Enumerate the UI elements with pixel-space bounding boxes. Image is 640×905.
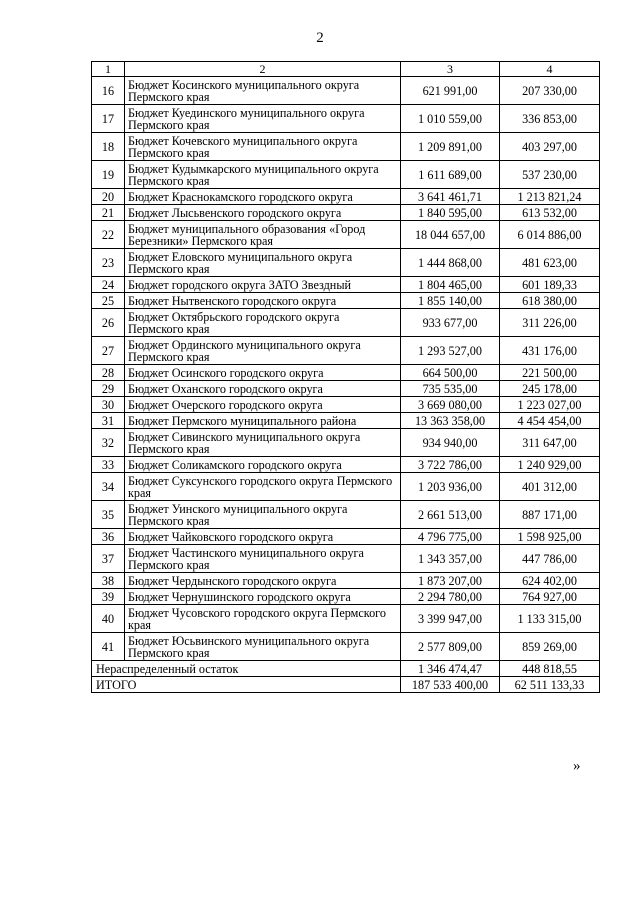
- amount-col3: 933 677,00: [401, 309, 500, 337]
- row-number: 26: [92, 309, 125, 337]
- amount-col3: 3 641 461,71: [401, 189, 500, 205]
- budget-name: Бюджет Сивинского муниципального округа Пермского края: [125, 429, 401, 457]
- amount-col3: 735 535,00: [401, 381, 500, 397]
- amount-col3: 1 343 357,00: [401, 545, 500, 573]
- amount-col4: 613 532,00: [500, 205, 600, 221]
- amount-col3: 3 669 080,00: [401, 397, 500, 413]
- amount-col4: 311 226,00: [500, 309, 600, 337]
- table-row: [92, 365, 600, 381]
- row-number: 17: [92, 105, 125, 133]
- amount-col4: 618 380,00: [500, 293, 600, 309]
- unallocated-row-amount-col3: 1 346 474,47: [401, 661, 500, 677]
- total-row: [92, 677, 600, 693]
- amount-col4: 1 133 315,00: [500, 605, 600, 633]
- budget-name: Бюджет городского округа ЗАТО Звездный: [125, 277, 401, 293]
- amount-col3: 3 722 786,00: [401, 457, 500, 473]
- table-row: [92, 545, 600, 573]
- amount-col3: 664 500,00: [401, 365, 500, 381]
- budget-name: Бюджет Частинского муниципального округа Пермского края: [125, 545, 401, 573]
- budget-name: Бюджет Чайковского городского округа: [125, 529, 401, 545]
- budget-name: Бюджет Октябрьского городского округа Пермского края: [125, 309, 401, 337]
- amount-col4: 403 297,00: [500, 133, 600, 161]
- table-row: [92, 309, 600, 337]
- amount-col4: 336 853,00: [500, 105, 600, 133]
- unallocated-row: [92, 661, 600, 677]
- row-number: 35: [92, 501, 125, 529]
- table-row: [92, 457, 600, 473]
- total-row-amount-col3: 187 533 400,00: [401, 677, 500, 693]
- amount-col3: 1 203 936,00: [401, 473, 500, 501]
- amount-col4: 1 213 821,24: [500, 189, 600, 205]
- total-row-label: ИТОГО: [92, 677, 401, 693]
- table-row: [92, 397, 600, 413]
- table-row: [92, 529, 600, 545]
- budget-name: Бюджет Кудымкарского муниципального округа Пермского края: [125, 161, 401, 189]
- budget-name: Бюджет Косинского муниципального округа Пермского края: [125, 77, 401, 105]
- amount-col4: 221 500,00: [500, 365, 600, 381]
- table-row: [92, 293, 600, 309]
- amount-col3: 1 840 595,00: [401, 205, 500, 221]
- budget-name: Бюджет Чердынского городского округа: [125, 573, 401, 589]
- row-number: 39: [92, 589, 125, 605]
- amount-col3: 2 294 780,00: [401, 589, 500, 605]
- table-row: [92, 605, 600, 633]
- row-number: 40: [92, 605, 125, 633]
- amount-col3: 1 444 868,00: [401, 249, 500, 277]
- table-row: [92, 337, 600, 365]
- budget-name: Бюджет Осинского городского округа: [125, 365, 401, 381]
- amount-col3: 2 661 513,00: [401, 501, 500, 529]
- row-number: 28: [92, 365, 125, 381]
- budget-name: Бюджет Еловского муниципального округа Пермского края: [125, 249, 401, 277]
- amount-col3: 1 293 527,00: [401, 337, 500, 365]
- row-number: 25: [92, 293, 125, 309]
- budget-name: Бюджет Соликамского городского округа: [125, 457, 401, 473]
- header-row: [92, 62, 600, 77]
- row-number: 24: [92, 277, 125, 293]
- amount-col3: 13 363 358,00: [401, 413, 500, 429]
- amount-col3: 1 010 559,00: [401, 105, 500, 133]
- amount-col3: 1 855 140,00: [401, 293, 500, 309]
- amount-col4: 311 647,00: [500, 429, 600, 457]
- budget-name: Бюджет Очерского городского округа: [125, 397, 401, 413]
- budget-name: Бюджет муниципального образования «Город Березники» Пермского края: [125, 221, 401, 249]
- amount-col4: 601 189,33: [500, 277, 600, 293]
- amount-col3: 3 399 947,00: [401, 605, 500, 633]
- amount-col4: 1 240 929,00: [500, 457, 600, 473]
- amount-col3: 1 611 689,00: [401, 161, 500, 189]
- table-row: [92, 189, 600, 205]
- amount-col3: 4 796 775,00: [401, 529, 500, 545]
- amount-col3: 621 991,00: [401, 77, 500, 105]
- budget-name: Бюджет Ординского муниципального округа Пермского края: [125, 337, 401, 365]
- table-row: [92, 633, 600, 661]
- budget-name: Бюджет Нытвенского городского округа: [125, 293, 401, 309]
- row-number: 30: [92, 397, 125, 413]
- amount-col3: 1 873 207,00: [401, 573, 500, 589]
- table-row: [92, 573, 600, 589]
- amount-col3: 18 044 657,00: [401, 221, 500, 249]
- page-number: 2: [316, 30, 324, 46]
- budget-name: Бюджет Оханского городского округа: [125, 381, 401, 397]
- row-number: 20: [92, 189, 125, 205]
- row-number: 41: [92, 633, 125, 661]
- header-cell-2: 2: [125, 62, 401, 77]
- amount-col4: 4 454 454,00: [500, 413, 600, 429]
- row-number: 23: [92, 249, 125, 277]
- budget-name: Бюджет Пермского муниципального района: [125, 413, 401, 429]
- row-number: 29: [92, 381, 125, 397]
- budget-name: Бюджет Суксунского городского округа Пермского края: [125, 473, 401, 501]
- row-number: 22: [92, 221, 125, 249]
- amount-col4: 401 312,00: [500, 473, 600, 501]
- row-number: 34: [92, 473, 125, 501]
- budget-name: Бюджет Чусовского городского округа Пермского края: [125, 605, 401, 633]
- budget-name: Бюджет Куединского муниципального округа Пермского края: [125, 105, 401, 133]
- amount-col4: 859 269,00: [500, 633, 600, 661]
- amount-col4: 887 171,00: [500, 501, 600, 529]
- unallocated-row-label: Нераспределенный остаток: [92, 661, 401, 677]
- row-number: 36: [92, 529, 125, 545]
- amount-col4: 6 014 886,00: [500, 221, 600, 249]
- unallocated-row-amount-col4: 448 818,55: [500, 661, 600, 677]
- amount-col4: 537 230,00: [500, 161, 600, 189]
- amount-col3: 934 940,00: [401, 429, 500, 457]
- amount-col4: 481 623,00: [500, 249, 600, 277]
- table-row: [92, 501, 600, 529]
- table-row: [92, 413, 600, 429]
- row-number: 18: [92, 133, 125, 161]
- table-row: [92, 249, 600, 277]
- row-number: 16: [92, 77, 125, 105]
- amount-col4: 1 223 027,00: [500, 397, 600, 413]
- amount-col3: 2 577 809,00: [401, 633, 500, 661]
- row-number: 19: [92, 161, 125, 189]
- table-row: [92, 105, 600, 133]
- table-row: [92, 161, 600, 189]
- header-cell-4: 4: [500, 62, 600, 77]
- amount-col4: 1 598 925,00: [500, 529, 600, 545]
- row-number: 33: [92, 457, 125, 473]
- table-row: [92, 589, 600, 605]
- table-row: [92, 381, 600, 397]
- table-row: [92, 429, 600, 457]
- total-row-amount-col4: 62 511 133,33: [500, 677, 600, 693]
- table-row: [92, 473, 600, 501]
- amount-col4: 245 178,00: [500, 381, 600, 397]
- budget-name: Бюджет Кочевского муниципального округа Пермского края: [125, 133, 401, 161]
- table-row: [92, 133, 600, 161]
- amount-col4: 624 402,00: [500, 573, 600, 589]
- closing-quote-mark: »: [573, 758, 581, 774]
- budget-name: Бюджет Юсьвинского муниципального округа Пермского края: [125, 633, 401, 661]
- amount-col3: 1 209 891,00: [401, 133, 500, 161]
- header-cell-1: 1: [92, 62, 125, 77]
- amount-col4: 431 176,00: [500, 337, 600, 365]
- table-body: [92, 62, 600, 693]
- amount-col4: 207 330,00: [500, 77, 600, 105]
- budget-name: Бюджет Уинского муниципального округа Пермского края: [125, 501, 401, 529]
- row-number: 37: [92, 545, 125, 573]
- budget-table: [91, 61, 600, 693]
- row-number: 31: [92, 413, 125, 429]
- budget-name: Бюджет Краснокамского городского округа: [125, 189, 401, 205]
- row-number: 21: [92, 205, 125, 221]
- table-row: [92, 205, 600, 221]
- amount-col3: 1 804 465,00: [401, 277, 500, 293]
- row-number: 27: [92, 337, 125, 365]
- budget-name: Бюджет Чернушинского городского округа: [125, 589, 401, 605]
- budget-name: Бюджет Лысьвенского городского округа: [125, 205, 401, 221]
- table-row: [92, 277, 600, 293]
- row-number: 38: [92, 573, 125, 589]
- row-number: 32: [92, 429, 125, 457]
- table-row: [92, 77, 600, 105]
- table-row: [92, 221, 600, 249]
- amount-col4: 764 927,00: [500, 589, 600, 605]
- header-cell-3: 3: [401, 62, 500, 77]
- amount-col4: 447 786,00: [500, 545, 600, 573]
